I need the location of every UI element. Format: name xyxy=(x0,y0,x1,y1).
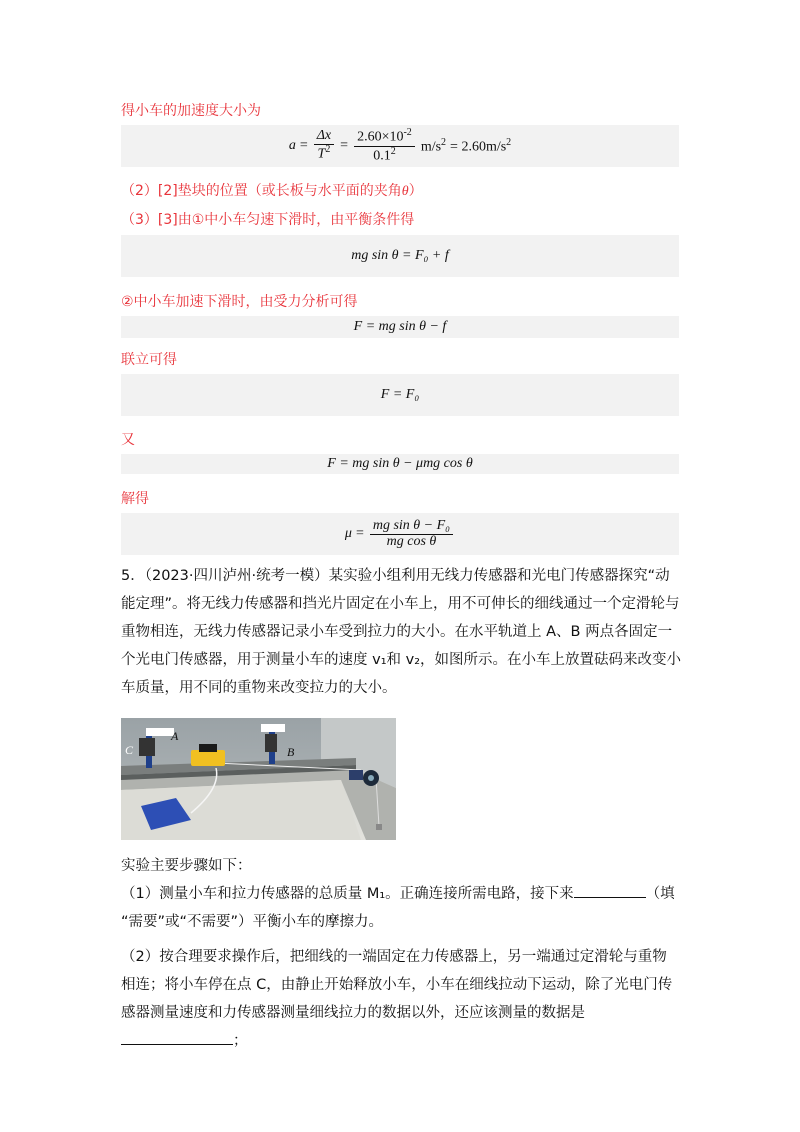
step2-blank[interactable] xyxy=(121,1030,233,1045)
experiment-photo xyxy=(121,718,396,840)
eq1-lhs: a xyxy=(288,138,296,153)
eq1-frac2: $\frac{2.60\times 10^{-2}}{0.1^2}$ xyxy=(354,128,415,164)
answer-7: 解得 xyxy=(121,491,149,507)
label-a: A xyxy=(171,729,179,743)
step1-blank[interactable] xyxy=(574,883,646,898)
equation-accel-down: F = mg sin θ − f xyxy=(121,316,679,338)
equation-combine: F = F₀ xyxy=(121,374,679,416)
equation-acceleration: a = $\frac{\Delta x}{T^2}$ = $\frac{2.60\times 10^{-2}}{0.1^2}$ $m/s^2$ = $2.60m/s^2$ xyxy=(121,125,679,167)
answer-3: （3）[3]由①中小车匀速下滑时，由平衡条件得 xyxy=(121,212,415,228)
label-c: C xyxy=(125,743,134,757)
step-1: （1）测量小车和拉力传感器的总质量 M₁。正确连接所需电路，接下来 （填 “需要”或“不需要”）平衡小车的摩擦力。 xyxy=(121,880,681,936)
answer-2: （2）[2]垫块的位置（或长板与水平面的夹角θ） xyxy=(121,183,423,199)
answer-6: 又 xyxy=(121,432,135,448)
equation-mu: μ = $\frac{\text{mg sin θ − F₀}}{\text{mg cos θ}}$ xyxy=(121,513,679,555)
steps-title: 实验主要步骤如下： xyxy=(121,858,252,874)
equation-balance: mg sin θ = F₀ + f xyxy=(121,235,679,277)
eq1-frac1: $\frac{\Delta x}{T^2}$ xyxy=(314,129,334,162)
question-5-text: 5．（2023·四川泸州·统考一模）某实验小组利用无线力传感器和光电门传感器探究“动能定理”。将无线力传感器和挡光片固定在小车上，用不可伸长的细线通过一个定滑轮与重物相连，无线力传感器记录小车受到拉力的大小。在水平轨道上 A、B 两点各固定一个光电门传感器，用于测量小车的速度 v₁和 v₂，如图所示。在小车上放置砝码来改变小车质量，用不同的重物来改变拉力的大小。 xyxy=(121,568,682,696)
accel-intro: 得小车的加速度大小为 xyxy=(121,103,261,119)
step-2: （2）按合理要求操作后，把细线的一端固定在力传感器上，另一端通过定滑轮与重物相连；将小车停在点 C，由静止开始释放小车，小车在细线拉动下运动，除了光电门传感器测量速度和力传感器测量细线拉力的数据以外，还应该测量的数据是； xyxy=(121,949,673,1049)
equation-friction: F = mg sin θ − μmg cos θ xyxy=(121,454,679,474)
answer-5: 联立可得 xyxy=(121,352,177,368)
label-b: B xyxy=(287,745,295,759)
answer-4: ②中小车加速下滑时，由受力分析可得 xyxy=(121,294,358,310)
